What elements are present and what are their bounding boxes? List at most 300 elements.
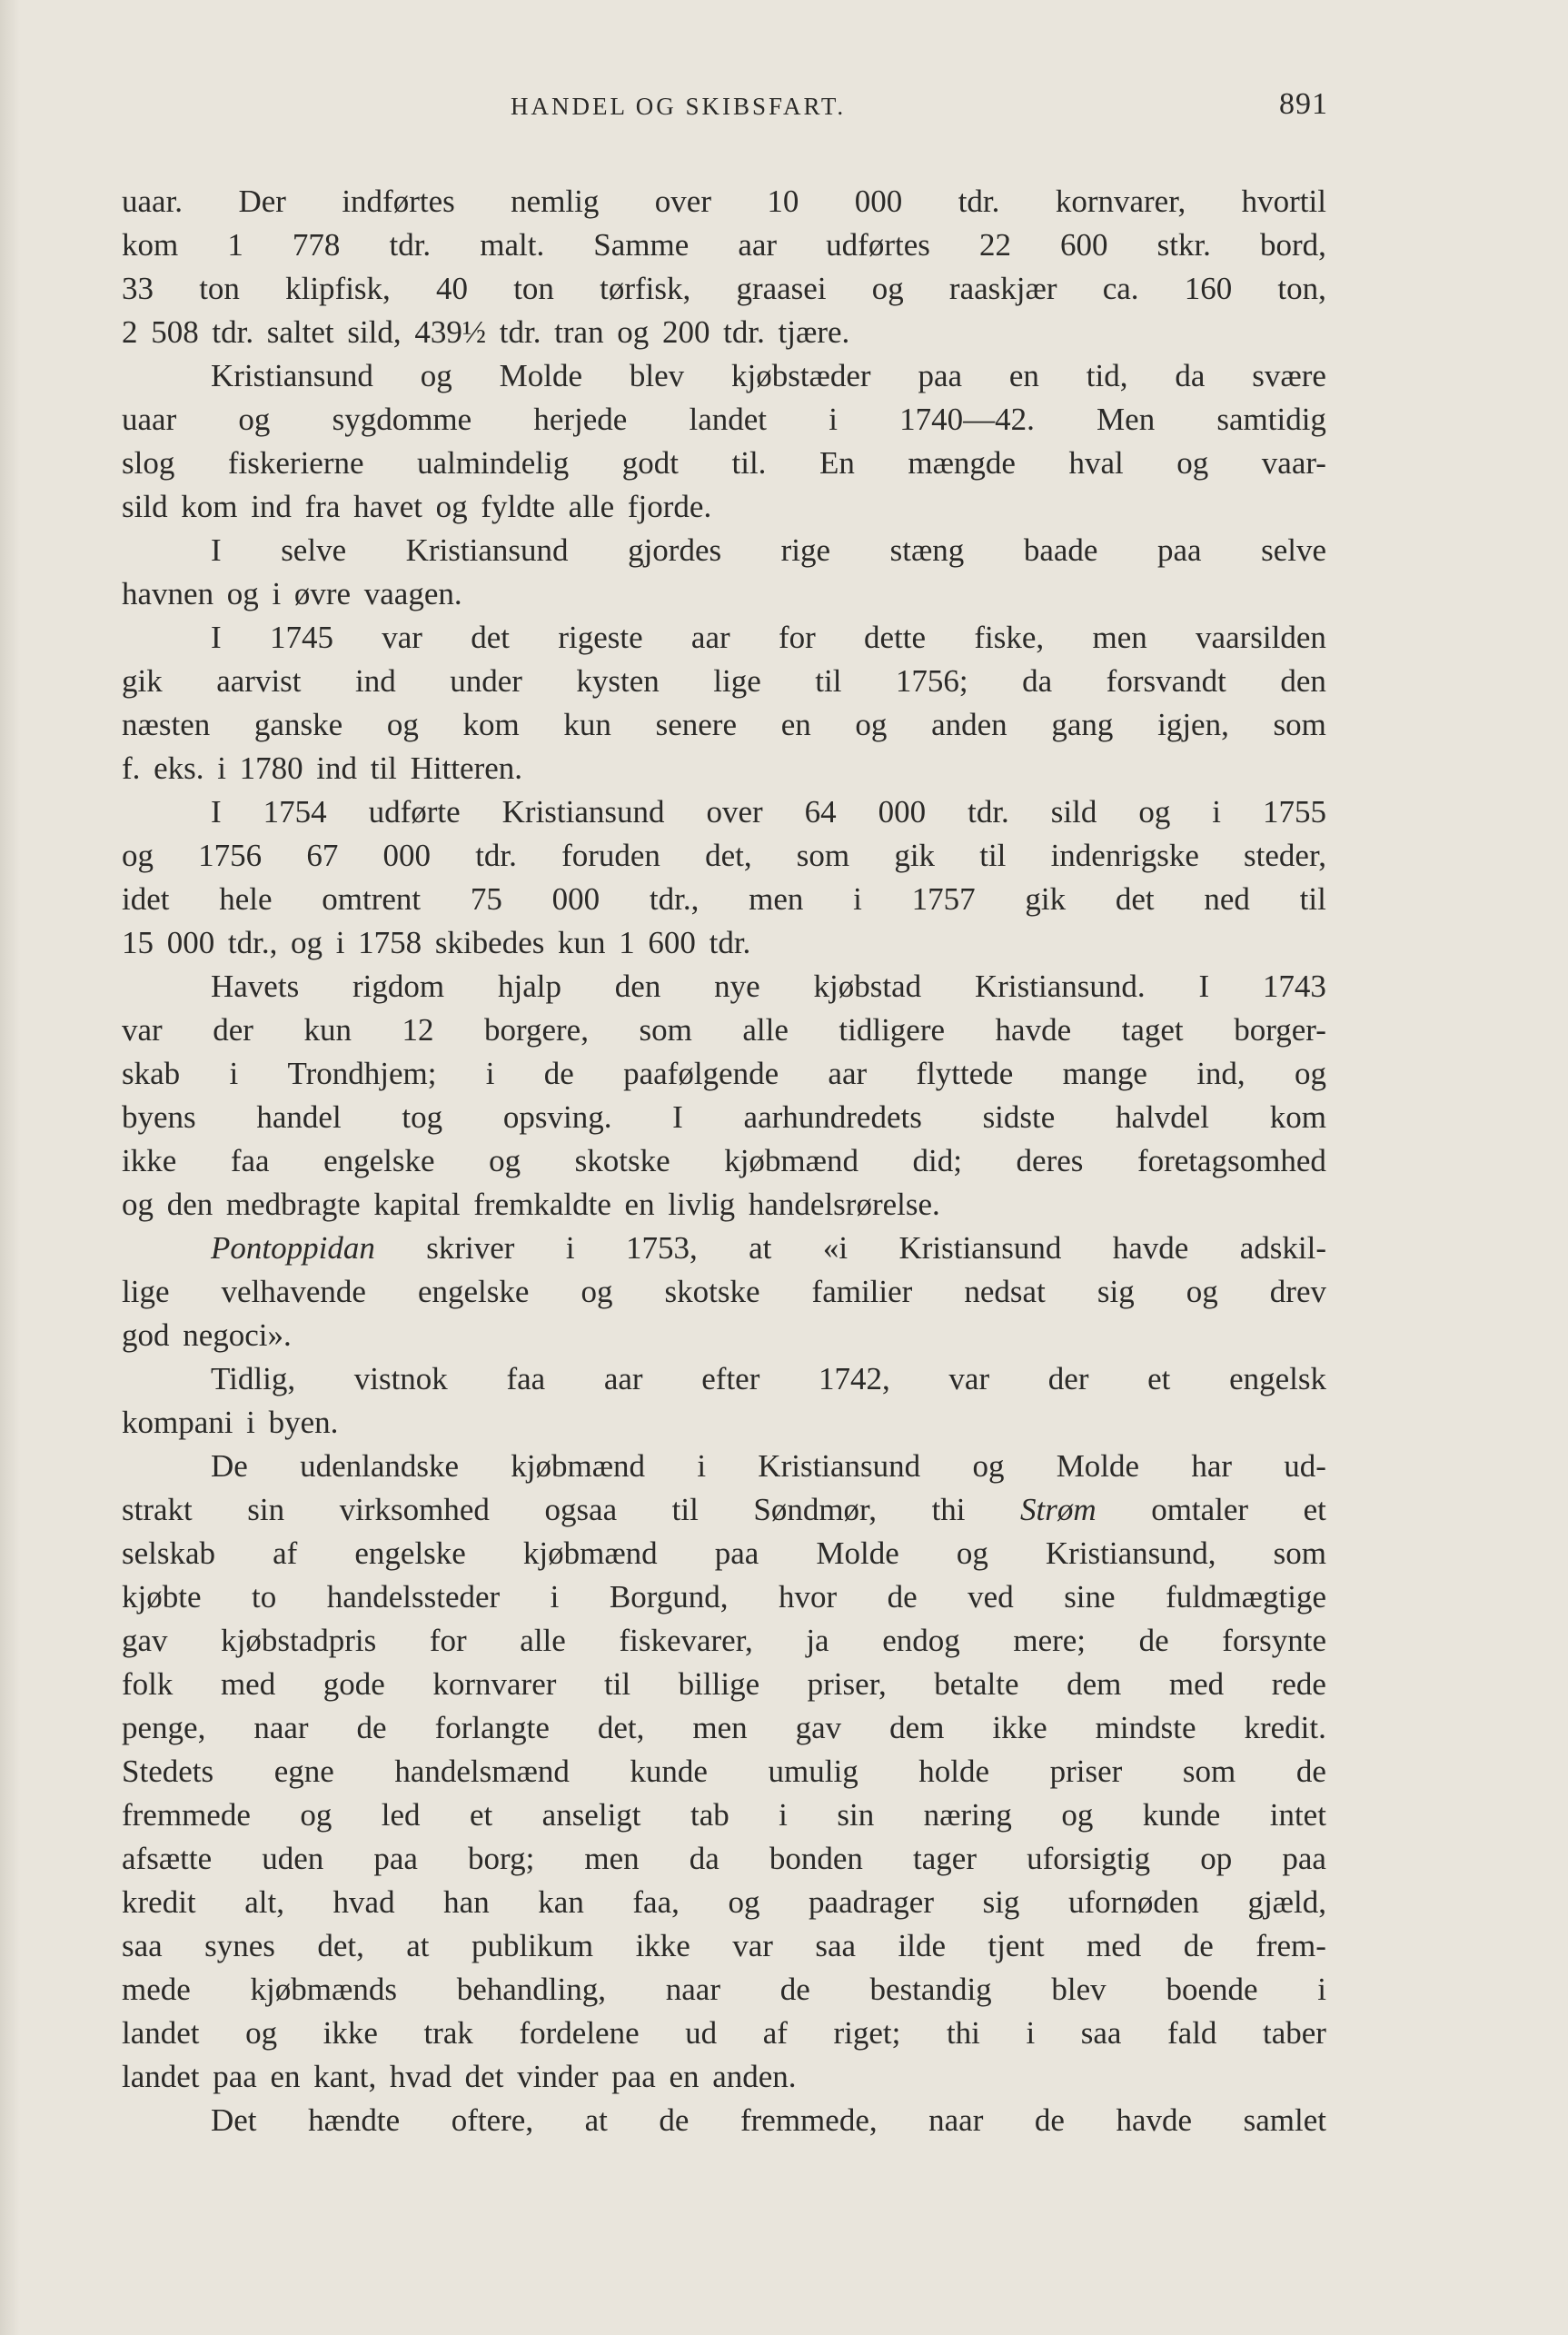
text-line <box>122 921 1326 965</box>
word: tdr. <box>212 314 254 350</box>
word: rige <box>780 532 831 568</box>
word: I <box>211 532 222 568</box>
word: I <box>672 1099 683 1135</box>
word: og <box>728 1884 760 1920</box>
word: sild, <box>347 314 402 350</box>
word: han <box>443 1884 490 1920</box>
word: 1780 <box>239 750 303 786</box>
word: kapital <box>373 1187 461 1222</box>
word: i <box>335 925 345 960</box>
word: indenrigske <box>1050 838 1199 873</box>
word: ved <box>968 1579 1014 1615</box>
word: aarhundredets <box>743 1099 922 1135</box>
word: de <box>659 2102 690 2138</box>
word: halvdel <box>1116 1099 1210 1135</box>
word: i <box>829 402 838 437</box>
word: 1758 <box>358 925 422 960</box>
word: og <box>871 271 904 306</box>
word: alle <box>520 1623 566 1658</box>
word: 75 <box>470 881 502 917</box>
word: og <box>1061 1797 1094 1833</box>
word: borgere, <box>483 1012 589 1048</box>
word: til <box>815 663 842 699</box>
word: det <box>471 620 511 655</box>
word: faa <box>506 1361 546 1396</box>
word: i <box>217 750 226 786</box>
text-line <box>122 1663 1326 1706</box>
word: «i <box>822 1230 849 1266</box>
word: men <box>692 1710 748 1745</box>
word: baade <box>1023 532 1098 568</box>
word: og <box>291 925 323 960</box>
word: at <box>584 2102 608 2138</box>
word: folk <box>122 1666 174 1702</box>
word: mindste <box>1095 1710 1196 1745</box>
word: det <box>464 2059 504 2094</box>
word: 1740—42. <box>899 402 1035 437</box>
word: foretagsomhed <box>1136 1143 1326 1178</box>
word: tid, <box>1086 358 1128 393</box>
word: to <box>251 1579 277 1615</box>
word: paa <box>611 2059 656 2094</box>
word: en <box>669 2059 700 2094</box>
word: blev <box>629 358 685 393</box>
word: kornvarer, <box>1055 184 1186 219</box>
word: forsynte <box>1222 1623 1326 1658</box>
word: i <box>853 881 862 917</box>
word: og <box>300 1797 332 1833</box>
word: omtaler <box>1151 1492 1249 1527</box>
word: naar <box>928 2102 984 2138</box>
word: til <box>370 750 397 786</box>
word: publikum <box>471 1928 594 1963</box>
word: sin <box>837 1797 875 1833</box>
word: det, <box>597 1710 645 1745</box>
word: en <box>624 1187 655 1222</box>
word: det <box>1115 881 1155 917</box>
word: og <box>1294 1056 1326 1091</box>
word: kant, <box>313 2059 377 2094</box>
word: nedsat <box>964 1274 1046 1309</box>
word: I <box>1198 969 1210 1004</box>
text-line <box>122 2012 1326 2055</box>
word: 12 <box>402 1012 434 1048</box>
word: og <box>855 707 888 742</box>
word: paafølgende <box>623 1056 779 1091</box>
word: Kristiansund <box>405 532 569 568</box>
word: tdr. <box>723 314 765 350</box>
word: med <box>1087 1928 1142 1963</box>
word: klipfisk, <box>285 271 391 306</box>
word: kornvarer <box>432 1666 557 1702</box>
word: Molde <box>816 1535 899 1571</box>
word: 15 <box>122 925 154 960</box>
word: i <box>550 1579 560 1615</box>
word: og <box>956 1535 988 1571</box>
word: tdr. <box>709 925 751 960</box>
word: der <box>213 1012 253 1048</box>
word: var <box>732 1928 773 1963</box>
word: tidligere <box>839 1012 946 1048</box>
word: nye <box>714 969 760 1004</box>
word: paa <box>714 1535 759 1571</box>
word: thi <box>931 1492 966 1527</box>
word: ualmindelig <box>417 445 570 481</box>
word: en <box>270 2059 301 2094</box>
text-line <box>122 1532 1326 1575</box>
word: forsvandt <box>1106 663 1226 699</box>
text-line <box>122 442 1326 485</box>
word: engelske <box>417 1274 530 1309</box>
text-line <box>122 1183 1326 1227</box>
word: som <box>639 1012 692 1048</box>
text-line <box>122 1575 1326 1619</box>
word: dette <box>864 620 927 655</box>
word: indførtes <box>342 184 455 219</box>
word: faa, <box>632 1884 680 1920</box>
word: samlet <box>1243 2102 1326 2138</box>
word: ja <box>806 1623 829 1658</box>
word: til. <box>731 445 767 481</box>
word: Kristiansund. <box>974 969 1146 1004</box>
text-line <box>122 747 1326 790</box>
word: kompani <box>122 1405 233 1440</box>
word: Men <box>1097 402 1156 437</box>
word: slog <box>122 445 175 481</box>
word: familier <box>811 1274 913 1309</box>
word: 1757 <box>911 881 976 917</box>
word: til <box>1299 881 1326 917</box>
word: penge, <box>122 1710 206 1745</box>
word: med <box>220 1666 276 1702</box>
word: 1 <box>227 227 243 263</box>
word: og <box>581 1274 613 1309</box>
word: tdr. <box>499 314 541 350</box>
text-line <box>122 834 1326 878</box>
word: Havets <box>211 969 300 1004</box>
word: Kristiansund <box>501 794 665 830</box>
word: Søndmør, <box>753 1492 878 1527</box>
word: og <box>1186 1274 1218 1309</box>
word: Tidlig, <box>211 1361 296 1396</box>
word: skotske <box>664 1274 760 1309</box>
word: borger- <box>1234 1012 1326 1048</box>
word: Samme <box>593 227 690 263</box>
word: tran <box>554 314 604 350</box>
word: De <box>211 1448 248 1484</box>
word: tager <box>913 1841 977 1876</box>
word: ud- <box>1284 1448 1326 1484</box>
word: frem- <box>1255 1928 1326 1963</box>
word: did; <box>912 1143 962 1178</box>
text-line <box>122 1881 1326 1924</box>
word: kunde <box>1142 1797 1221 1833</box>
word: af <box>273 1535 298 1571</box>
word: handelssteder <box>326 1579 501 1615</box>
word: kan <box>538 1884 584 1920</box>
word: paa <box>213 2059 257 2094</box>
word: og <box>245 2015 278 2051</box>
word: da <box>1175 358 1206 393</box>
word: opsving. <box>502 1099 612 1135</box>
word: priser, <box>807 1666 887 1702</box>
word: i <box>272 576 282 611</box>
text-line <box>122 1968 1326 2012</box>
word: af <box>762 2015 788 2051</box>
word: ikke <box>635 1928 690 1963</box>
word: tjære. <box>778 314 850 350</box>
word: handelsmænd <box>394 1754 570 1789</box>
word: ind <box>355 663 396 699</box>
word: som <box>1273 707 1326 742</box>
text-line <box>122 1706 1326 1750</box>
word: sild <box>1050 794 1097 830</box>
word: til <box>979 838 1007 873</box>
word: det, <box>705 838 752 873</box>
word: saa <box>122 1928 163 1963</box>
word: sig <box>982 1884 1020 1920</box>
word: ind <box>316 750 358 786</box>
word: naar <box>665 1972 720 2007</box>
word: men <box>584 1841 640 1876</box>
word: ikke <box>323 2015 378 2051</box>
word: tdr. <box>958 184 1000 219</box>
page-number: 891 <box>1279 87 1328 121</box>
word: 1754 <box>263 794 327 830</box>
text-line <box>122 1837 1326 1881</box>
word: fjorde. <box>627 489 712 524</box>
word: bonden <box>769 1841 863 1876</box>
word: de <box>887 1579 918 1615</box>
word: et <box>1147 1361 1171 1396</box>
word: udførtes <box>826 227 930 263</box>
word: Det <box>211 2102 257 2138</box>
word: umulig <box>768 1754 858 1789</box>
word: gik <box>894 838 936 873</box>
word: den <box>1280 663 1326 699</box>
word: hændte <box>308 2102 401 2138</box>
word: de <box>1295 1754 1326 1789</box>
word: egne <box>273 1754 334 1789</box>
word: mange <box>1062 1056 1147 1091</box>
word: Kristiansund <box>898 1230 1062 1266</box>
word: skotske <box>574 1143 670 1178</box>
word: sig <box>1097 1274 1135 1309</box>
word: fiskevarer, <box>619 1623 753 1658</box>
word: graasei <box>736 271 827 306</box>
word: under <box>450 663 522 699</box>
word: svære <box>1252 358 1326 393</box>
word: Hitteren. <box>410 750 523 786</box>
word: paa <box>918 358 963 393</box>
word: var <box>122 1012 163 1048</box>
word: fremmede, <box>739 2102 878 2138</box>
word: blev <box>1051 1972 1107 2007</box>
text-line <box>122 790 1326 834</box>
text-line <box>122 1270 1326 1314</box>
word: ilde <box>898 1928 946 1963</box>
word: velhavende <box>221 1274 366 1309</box>
word: fyldte <box>481 489 555 524</box>
word: engelske <box>354 1535 466 1571</box>
word: gjæld, <box>1247 1884 1326 1920</box>
text-line <box>122 311 1326 354</box>
word: 000 <box>551 881 600 917</box>
word: f. <box>122 750 141 786</box>
word: og <box>617 314 650 350</box>
word: ud <box>685 2015 718 2051</box>
word: uaar. <box>122 184 184 219</box>
text-line <box>122 1488 1326 1532</box>
word: de <box>1034 2102 1065 2138</box>
word: 600 <box>1060 227 1108 263</box>
word: udenlandske <box>300 1448 460 1484</box>
word: i <box>565 1230 575 1266</box>
word: vistnok <box>353 1361 448 1396</box>
word: 1755 <box>1263 794 1326 830</box>
word: uden <box>262 1841 324 1876</box>
word: men <box>1092 620 1147 655</box>
word: efter <box>701 1361 760 1396</box>
word: fra <box>304 489 341 524</box>
word: fiskerierne <box>227 445 364 481</box>
word: i <box>1317 1972 1326 2007</box>
word: Der <box>238 184 286 219</box>
word: ikke <box>992 1710 1047 1745</box>
word: i <box>1026 2015 1036 2051</box>
word: næring <box>923 1797 1012 1833</box>
word: sidste <box>982 1099 1056 1135</box>
word: mængde <box>908 445 1016 481</box>
word: havde <box>1112 1230 1189 1266</box>
word: synes <box>204 1928 275 1963</box>
word: over <box>654 184 711 219</box>
text-line <box>122 529 1326 572</box>
word: de <box>1183 1928 1214 1963</box>
word: bord, <box>1260 227 1326 263</box>
word: over <box>706 794 763 830</box>
word: 1756; <box>895 663 968 699</box>
word: ton <box>513 271 554 306</box>
word: Molde <box>499 358 582 393</box>
word: engelsk <box>1229 1361 1326 1396</box>
word: vinder <box>517 2059 599 2094</box>
word: var <box>948 1361 990 1396</box>
page-header <box>120 87 1328 138</box>
word: borg; <box>468 1841 535 1876</box>
word: Stedets <box>122 1754 214 1789</box>
word: og <box>226 576 259 611</box>
word: dem <box>1067 1666 1122 1702</box>
text-line <box>122 878 1326 921</box>
word: de <box>779 1972 810 2007</box>
word: tdr. <box>475 838 517 873</box>
word: landet <box>122 2015 200 2051</box>
word: og <box>386 707 419 742</box>
word: saltet <box>266 314 334 350</box>
word: byen. <box>268 1405 339 1440</box>
word: kom <box>1269 1099 1326 1135</box>
word: sygdomme <box>332 402 472 437</box>
body-text <box>122 180 1326 2142</box>
word: gjordes <box>628 532 722 568</box>
word: uaar <box>122 402 177 437</box>
word: Borgund, <box>609 1579 729 1615</box>
word: I <box>211 794 222 830</box>
text-line <box>122 224 1326 267</box>
word: tdr. <box>968 794 1009 830</box>
text-line <box>122 2055 1326 2099</box>
word: som <box>1273 1535 1326 1571</box>
text-line <box>122 1139 1326 1183</box>
word: hvortil <box>1241 184 1326 219</box>
word: 600 <box>648 925 696 960</box>
word: stæng <box>889 532 965 568</box>
word: kredit. <box>1244 1710 1326 1745</box>
word: landet <box>689 402 768 437</box>
word: skriver <box>426 1230 515 1266</box>
word: havde <box>1116 2102 1193 2138</box>
word: de <box>543 1056 574 1091</box>
word: kunde <box>630 1754 708 1789</box>
word: kjøbte <box>122 1579 202 1615</box>
word: selve <box>1261 532 1326 568</box>
word: medbragte <box>225 1187 361 1222</box>
word: 508 <box>151 314 199 350</box>
word: og <box>1176 445 1209 481</box>
text-line <box>122 572 1326 616</box>
word: der <box>1047 1361 1089 1396</box>
word: næsten <box>122 707 211 742</box>
word: handel <box>256 1099 342 1135</box>
running-title: HANDEL OG SKIBSFART. <box>511 93 847 120</box>
word: skibedes <box>434 925 545 960</box>
word: 160 <box>1184 271 1233 306</box>
word: aarvist <box>216 663 302 699</box>
word: led <box>381 1797 421 1833</box>
word: 000 <box>878 794 927 830</box>
word: og <box>420 358 452 393</box>
word: fremkaldte <box>473 1187 611 1222</box>
word: et <box>1303 1492 1326 1527</box>
word: tog <box>402 1099 443 1135</box>
word: gik <box>1025 881 1067 917</box>
word: strakt <box>122 1492 193 1527</box>
word: fordelene <box>519 2015 640 2051</box>
word: aar <box>603 1361 643 1396</box>
word: det, <box>317 1928 364 1963</box>
word: kjøbmænd <box>522 1535 658 1571</box>
word: kom <box>122 227 179 263</box>
word: 64 <box>804 794 837 830</box>
word: 2 <box>122 314 138 350</box>
word: 000 <box>854 184 903 219</box>
scan-edge <box>0 0 20 2335</box>
word: oftere, <box>451 2102 534 2138</box>
word: anseligt <box>541 1797 641 1833</box>
word: vaar- <box>1261 445 1326 481</box>
word: sine <box>1064 1579 1116 1615</box>
word: et <box>469 1797 493 1833</box>
word: ind, <box>1196 1056 1245 1091</box>
word: 33 <box>122 271 154 306</box>
word: hjalp <box>497 969 561 1004</box>
word: og <box>238 402 271 437</box>
text-line <box>122 1401 1326 1445</box>
word: gav <box>795 1710 842 1745</box>
text-line <box>122 1357 1326 1401</box>
text-line <box>122 1227 1326 1270</box>
